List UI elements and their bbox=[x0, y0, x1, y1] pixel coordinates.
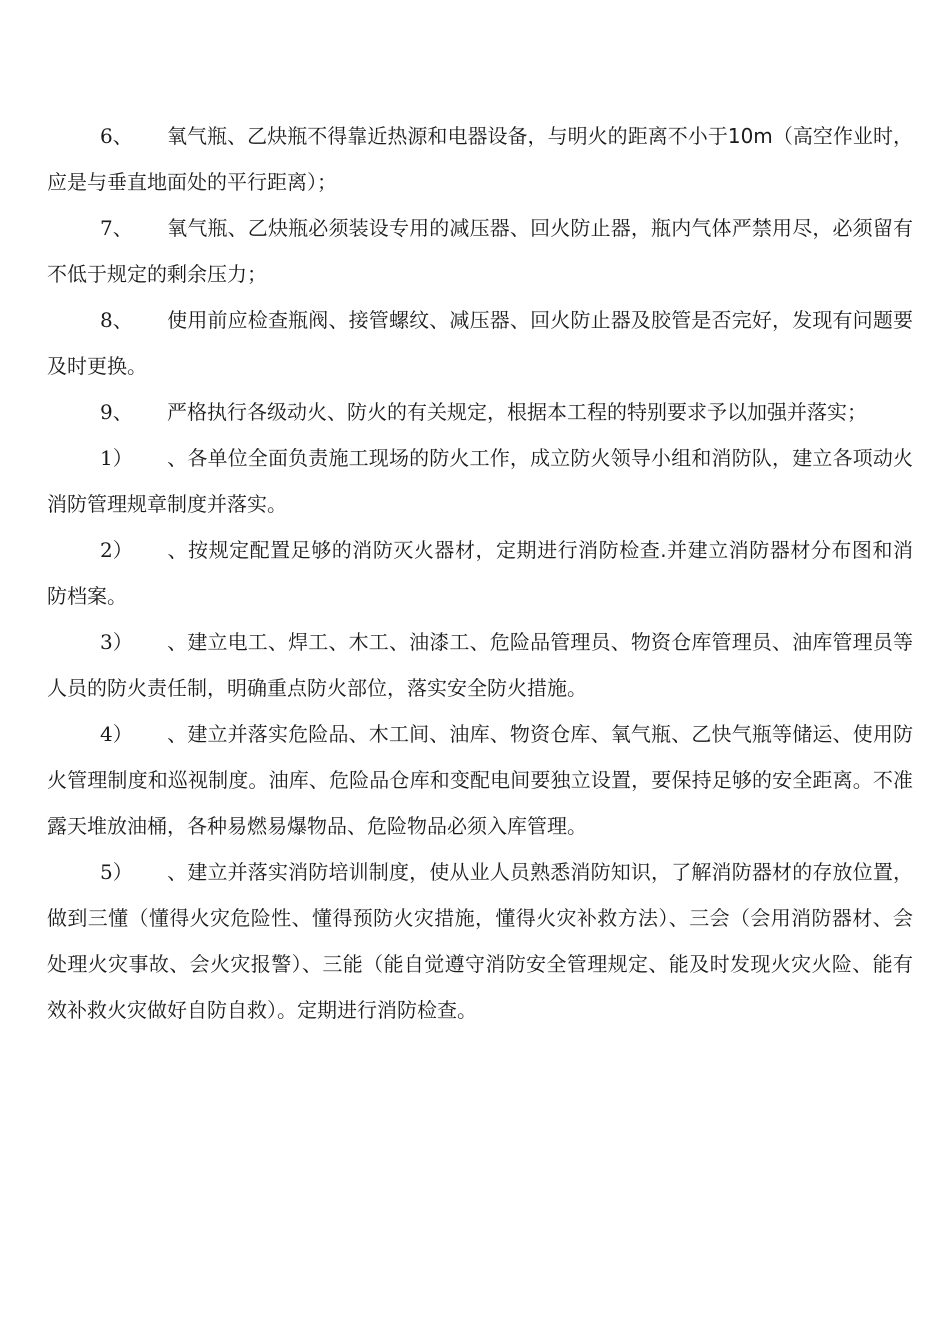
sub-item-text: 、建立并落实消防培训制度，使从业人员熟悉消防知识，了解消防器材的存放位置，做到三懂（懂得火灾危险性、懂得预防火灾措施，懂得火灾补救方法）、三会（会用消防器材、会处理火灾事故、会火灾报警）、三能（能自觉遵守消防安全管理规定、能及时发现火灾火险、能有效补救火灾做好自防自救）。定期进行消防检查。 bbox=[47, 860, 913, 1022]
paragraph-number: 6、 bbox=[100, 124, 133, 148]
paragraph-text: 使用前应检查瓶阀、接管螺纹、减压器、回火防止器及胶管是否完好，发现有问题要及时更换。 bbox=[47, 308, 913, 378]
sub-item-text: 、各单位全面负责施工现场的防火工作，成立防火领导小组和消防队，建立各项动火消防管理规章制度并落实。 bbox=[47, 446, 913, 516]
sub-item-5 bbox=[47, 849, 913, 1033]
sub-item-text: 、建立电工、焊工、木工、油漆工、危险品管理员、物资仓库管理员、油库管理员等人员的防火责任制，明确重点防火部位，落实安全防火措施。 bbox=[47, 630, 913, 700]
document-page bbox=[47, 113, 913, 1033]
paragraph-6 bbox=[47, 113, 913, 205]
sub-item-2 bbox=[47, 527, 913, 619]
sub-item-text: 、按规定配置足够的消防灭火器材，定期进行消防检查.并建立消防器材分布图和消防档案。 bbox=[47, 538, 913, 608]
paragraph-7 bbox=[47, 205, 913, 297]
sub-item-1 bbox=[47, 435, 913, 527]
sub-item-3 bbox=[47, 619, 913, 711]
paragraph-8 bbox=[47, 297, 913, 389]
paragraph-9 bbox=[47, 389, 913, 435]
sub-item-number: 3） bbox=[100, 630, 133, 654]
sub-item-number: 4） bbox=[100, 722, 133, 746]
sub-item-text: 、建立并落实危险品、木工间、油库、物资仓库、氧气瓶、乙快气瓶等储运、使用防火管理制度和巡视制度。油库、危险品仓库和变配电间要独立设置，要保持足够的安全距离。不准露天堆放油桶，各种易燃易爆物品、危险物品必须入库管理。 bbox=[47, 722, 913, 838]
paragraph-number: 7、 bbox=[100, 216, 133, 240]
paragraph-text: 氧气瓶、乙炔瓶必须装设专用的减压器、回火防止器，瓶内气体严禁用尽，必须留有不低于规定的剩余压力； bbox=[47, 216, 913, 286]
sub-item-number: 1） bbox=[100, 446, 133, 470]
sub-item-number: 2） bbox=[100, 538, 133, 562]
paragraph-text: 严格执行各级动火、防火的有关规定，根据本工程的特别要求予以加强并落实； bbox=[167, 400, 867, 424]
paragraph-number: 8、 bbox=[100, 308, 133, 332]
sub-item-number: 5） bbox=[100, 860, 133, 884]
paragraph-text: 氧气瓶、乙炔瓶不得靠近热源和电器设备，与明火的距离不小于10m（高空作业时，应是与垂直地面处的平行距离）； bbox=[47, 124, 913, 194]
sub-item-4 bbox=[47, 711, 913, 849]
paragraph-number: 9、 bbox=[100, 400, 133, 424]
